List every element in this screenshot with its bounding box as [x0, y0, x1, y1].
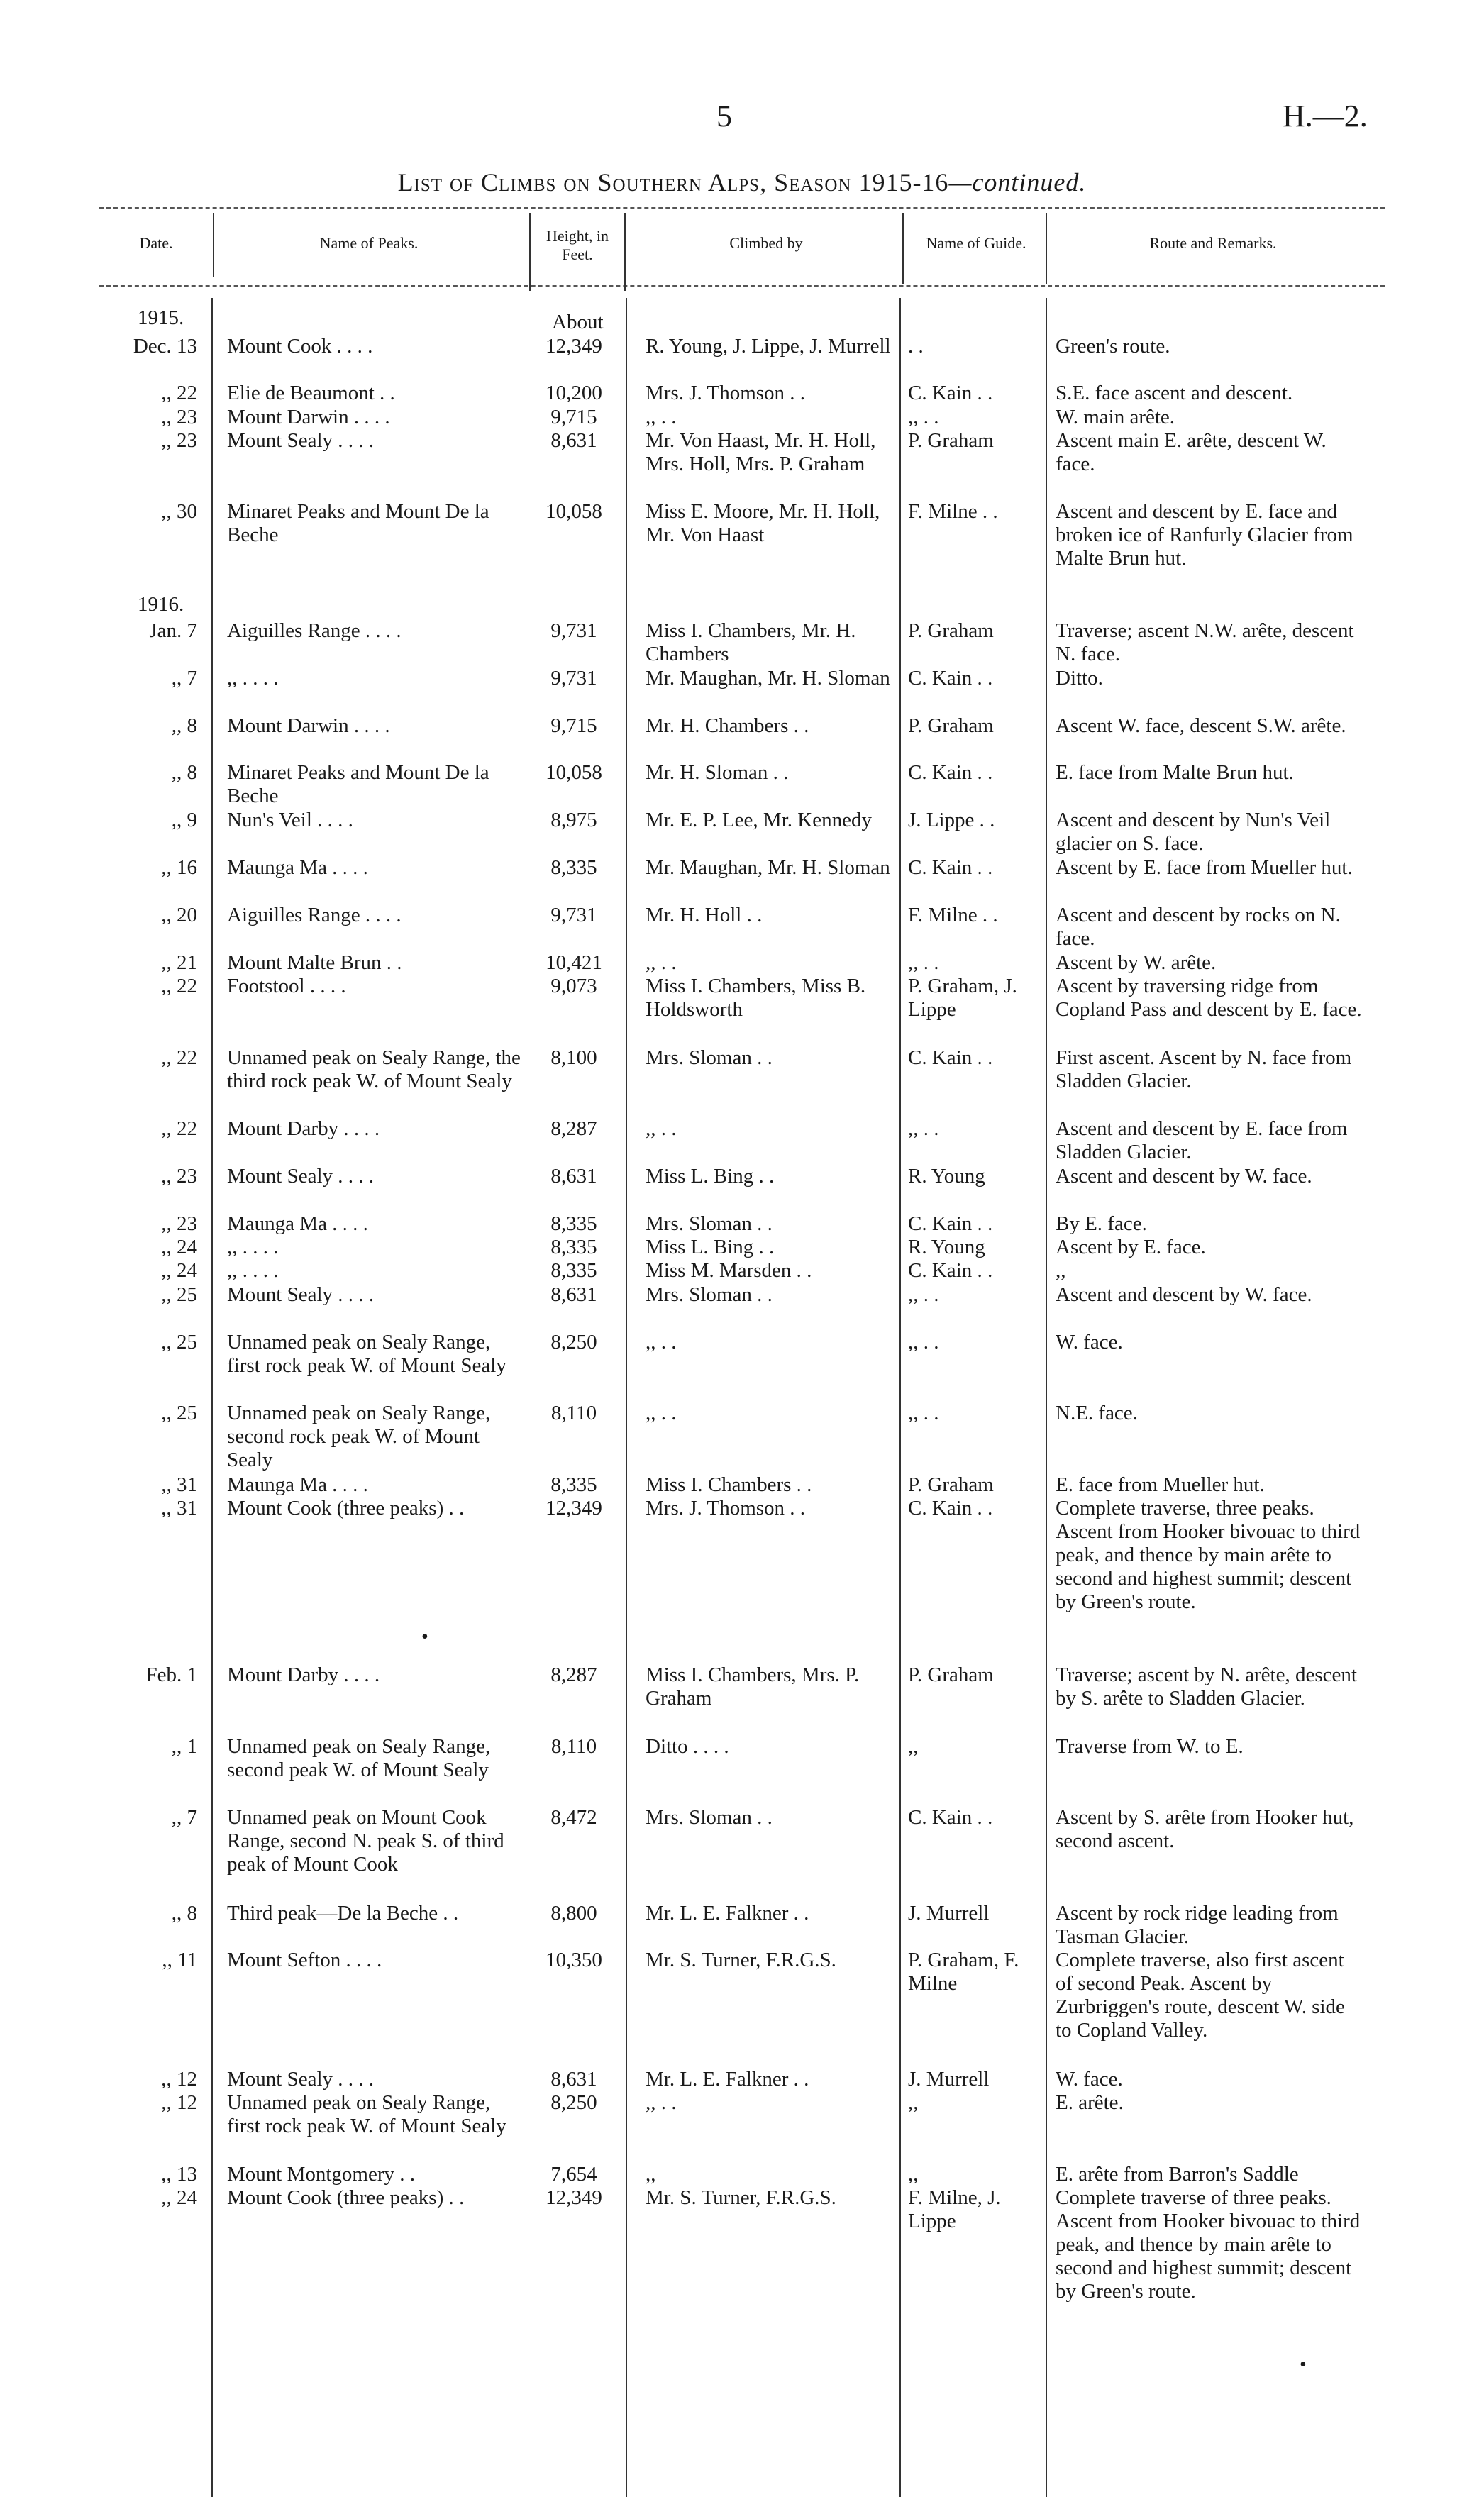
cell-height: 9,731	[550, 904, 597, 926]
cell-guide: C. Kain . .	[908, 382, 993, 404]
cell-date: ,, 7	[171, 667, 197, 690]
cell-climbed-by: Mrs. Sloman . .	[646, 1806, 773, 1829]
cell-height: 10,421	[546, 951, 602, 974]
cell-guide: F. Milne, J. Lippe	[908, 2186, 1001, 2232]
cell-climbed-by: Miss M. Marsden . .	[646, 1259, 812, 1282]
cell-climbed-by: ,, . .	[646, 1331, 677, 1353]
cell-climbed-by: Mrs. Sloman . .	[646, 1212, 773, 1235]
cell-route: Complete traverse of three peaks. Ascent from Hooker bivouac to third peak, and thence by main arête to second and highest summit; descent by Green's route.	[1056, 2186, 1361, 2303]
cell-height: 10,058	[546, 500, 602, 523]
cell-date: ,, 12	[161, 2068, 197, 2091]
cell-date: Dec. 13	[133, 335, 197, 358]
cell-climbed-by: Miss I. Chambers, Mrs. P. Graham	[646, 1663, 860, 1710]
cell-climbed-by: Mrs. J. Thomson . .	[646, 1497, 806, 1519]
cell-date: ,, 23	[161, 406, 197, 428]
cell-height: 8,335	[550, 856, 597, 879]
header-rule-top	[99, 207, 1385, 209]
cell-climbed-by: Miss L. Bing . .	[646, 1165, 775, 1187]
cell-height: 8,110	[550, 1735, 597, 1758]
cell-guide: ,, . .	[908, 951, 939, 974]
cell-route: N.E. face.	[1056, 1402, 1138, 1424]
cell-guide: ,, . .	[908, 1331, 939, 1353]
cell-date: ,, 12	[161, 2091, 197, 2114]
cell-date: ,, 24	[161, 1236, 197, 1258]
cell-peak-name: Mount Sealy . . . .	[227, 2068, 375, 2091]
year-label: 1915.	[138, 306, 184, 329]
title-suffix: —continued.	[948, 168, 1087, 196]
cell-guide: J. Murrell	[908, 2068, 990, 2091]
cell-route: Complete traverse, also first ascent of second Peak. Ascent by Zurbriggen's route, descent W. side to Copland Valley.	[1056, 1949, 1345, 2042]
cell-guide: C. Kain . .	[908, 1259, 993, 1282]
stray-mark: •	[1300, 2354, 1307, 2376]
cell-peak-name: Mount Darwin . . . .	[227, 406, 390, 428]
cell-peak-name: Mount Sealy . . . .	[227, 1165, 375, 1187]
column-divider	[624, 213, 626, 291]
cell-guide: P. Graham	[908, 714, 994, 737]
cell-route: First ascent. Ascent by N. face from Sladden Glacier.	[1056, 1046, 1352, 1092]
cell-peak-name: Aiguilles Range . . . .	[227, 619, 402, 642]
cell-guide: P. Graham, J. Lippe	[908, 975, 1017, 1021]
cell-climbed-by: Miss E. Moore, Mr. H. Holl, Mr. Von Haast	[646, 500, 880, 546]
cell-climbed-by: Mr. Von Haast, Mr. H. Holl, Mrs. Holl, Mrs. P. Graham	[646, 429, 876, 475]
cell-height: 8,975	[550, 809, 597, 831]
cell-guide: C. Kain . .	[908, 667, 993, 690]
cell-guide: C. Kain . .	[908, 1497, 993, 1519]
cell-guide: ,, . .	[908, 406, 939, 428]
cell-peak-name: Unnamed peak on Mount Cook Range, second N. peak S. of third peak of Mount Cook	[227, 1806, 504, 1876]
cell-guide: R. Young	[908, 1236, 985, 1258]
cell-route: Ascent and descent by rocks on N. face.	[1056, 904, 1341, 950]
cell-climbed-by: R. Young, J. Lippe, J. Murrell	[646, 335, 891, 358]
cell-date: ,, 21	[161, 951, 197, 974]
cell-route: Ascent W. face, descent S.W. arête.	[1056, 714, 1346, 737]
cell-guide: C. Kain . .	[908, 761, 993, 784]
cell-route: ,,	[1056, 1259, 1066, 1282]
cell-guide: ,, . .	[908, 1117, 939, 1140]
column-header-height: Height, in Feet.	[546, 227, 609, 263]
cell-climbed-by: Mr. Maughan, Mr. H. Sloman	[646, 856, 890, 879]
cell-peak-name: Mount Malte Brun . .	[227, 951, 402, 974]
cell-route: Complete traverse, three peaks. Ascent from Hooker bivouac to third peak, and thence by main arête to second and highest summit; descent by Green's route.	[1056, 1497, 1361, 1613]
cell-peak-name: Third peak—De la Beche . .	[227, 1902, 459, 1925]
cell-height: 10,058	[546, 761, 602, 784]
cell-height: 12,349	[546, 1497, 602, 1519]
column-divider	[902, 213, 904, 284]
cell-route: Ascent by E. face.	[1056, 1236, 1206, 1258]
column-divider	[529, 213, 531, 291]
cell-date: ,, 16	[161, 856, 197, 879]
cell-peak-name: Nun's Veil . . . .	[227, 809, 353, 831]
cell-guide: ,, . .	[908, 1402, 939, 1424]
cell-height: 7,654	[550, 2163, 597, 2186]
cell-guide: J. Lippe . .	[908, 809, 995, 831]
cell-route: By E. face.	[1056, 1212, 1147, 1235]
cell-climbed-by: ,,	[646, 2163, 656, 2186]
cell-peak-name: Mount Cook . . . .	[227, 335, 373, 358]
cell-height: 8,335	[550, 1259, 597, 1282]
cell-climbed-by: Mr. L. E. Falkner . .	[646, 2068, 809, 2091]
cell-climbed-by: Mrs. Sloman . .	[646, 1046, 773, 1069]
cell-date: ,, 13	[161, 2163, 197, 2186]
cell-height: 9,715	[550, 714, 597, 737]
cell-guide: ,, . .	[908, 1283, 939, 1306]
cell-peak-name: Maunga Ma . . . .	[227, 856, 368, 879]
cell-route: Ascent and descent by W. face.	[1056, 1283, 1312, 1306]
cell-route: Ascent and descent by W. face.	[1056, 1165, 1312, 1187]
cell-height: 8,631	[550, 429, 597, 452]
cell-height: 9,731	[550, 619, 597, 642]
cell-height: 8,110	[550, 1402, 597, 1424]
year-label: 1916.	[138, 593, 184, 616]
document-reference: H.—2.	[1283, 99, 1368, 133]
cell-peak-name: Mount Sealy . . . .	[227, 1283, 375, 1306]
cell-guide: C. Kain . .	[908, 1806, 993, 1829]
column-divider	[1046, 213, 1047, 284]
cell-climbed-by: Mr. L. E. Falkner . .	[646, 1902, 809, 1925]
cell-guide: P. Graham	[908, 1473, 994, 1496]
cell-height: 9,073	[550, 975, 597, 997]
cell-guide: F. Milne . .	[908, 904, 998, 926]
cell-route: Ascent and descent by E. face from Sladden Glacier.	[1056, 1117, 1348, 1163]
cell-height: 12,349	[546, 2186, 602, 2209]
cell-height: 9,731	[550, 667, 597, 690]
cell-route: E. face from Mueller hut.	[1056, 1473, 1265, 1496]
cell-route: Traverse; ascent N.W. arête, descent N. face.	[1056, 619, 1354, 665]
cell-height: 8,335	[550, 1236, 597, 1258]
cell-guide: ,,	[908, 2091, 919, 2114]
cell-peak-name: Mount Cook (three peaks) . .	[227, 2186, 465, 2209]
cell-peak-name: ,, . . . .	[227, 1259, 279, 1282]
cell-date: ,, 1	[171, 1735, 197, 1758]
cell-peak-name: Maunga Ma . . . .	[227, 1212, 368, 1235]
cell-date: ,, 8	[171, 761, 197, 784]
cell-height: 8,335	[550, 1212, 597, 1235]
cell-guide: J. Murrell	[908, 1902, 990, 1925]
cell-route: Green's route.	[1056, 335, 1170, 358]
cell-height: 8,250	[550, 2091, 597, 2114]
cell-climbed-by: ,, . .	[646, 2091, 677, 2114]
cell-guide: . .	[908, 335, 924, 358]
title-main: List of Climbs on Southern Alps, Season 1915-16	[397, 168, 949, 196]
cell-peak-name: Mount Darby . . . .	[227, 1663, 380, 1686]
cell-guide: C. Kain . .	[908, 1046, 993, 1069]
cell-peak-name: Elie de Beaumont . .	[227, 382, 395, 404]
cell-climbed-by: Mrs. J. Thomson . .	[646, 382, 806, 404]
cell-climbed-by: Mr. Maughan, Mr. H. Sloman	[646, 667, 890, 690]
cell-route: Traverse from W. to E.	[1056, 1735, 1244, 1758]
cell-route: Traverse; ascent by N. arête, descent by S. arête to Sladden Glacier.	[1056, 1663, 1357, 1710]
page-title	[0, 167, 1484, 197]
cell-route: W. face.	[1056, 2068, 1123, 2091]
cell-route: Ascent and descent by Nun's Veil glacier on S. face.	[1056, 809, 1331, 855]
cell-route: W. main arête.	[1056, 406, 1175, 428]
cell-date: Feb. 1	[145, 1663, 197, 1686]
cell-date: ,, 25	[161, 1402, 197, 1424]
cell-peak-name: Unnamed peak on Sealy Range, second peak W. of Mount Sealy	[227, 1735, 491, 1781]
column-divider	[626, 298, 627, 2497]
cell-height: 8,631	[550, 1165, 597, 1187]
cell-climbed-by: Miss L. Bing . .	[646, 1236, 775, 1258]
cell-date: ,, 9	[171, 809, 197, 831]
cell-date: ,, 11	[162, 1949, 197, 1971]
cell-height: 8,472	[550, 1806, 597, 1829]
cell-peak-name: Unnamed peak on Sealy Range, second rock peak W. of Mount Sealy	[227, 1402, 491, 1471]
column-divider	[1046, 298, 1047, 2497]
cell-route: Ascent and descent by E. face and broken ice of Ranfurly Glacier from Malte Brun hut.	[1056, 500, 1353, 570]
cell-guide: ,,	[908, 1735, 919, 1758]
cell-peak-name: ,, . . . .	[227, 667, 279, 690]
cell-peak-name: Mount Montgomery . .	[227, 2163, 416, 2186]
cell-date: ,, 25	[161, 1283, 197, 1306]
cell-date: ,, 22	[161, 1046, 197, 1069]
column-header-route: Route and Remarks.	[1149, 234, 1277, 252]
cell-route: E. arête.	[1056, 2091, 1124, 2114]
cell-date: ,, 8	[171, 714, 197, 737]
cell-peak-name: Minaret Peaks and Mount De la Beche	[227, 761, 489, 807]
cell-peak-name: Mount Darby . . . .	[227, 1117, 380, 1140]
cell-height: 12,349	[546, 335, 602, 358]
cell-climbed-by: Miss I. Chambers, Mr. H. Chambers	[646, 619, 856, 665]
cell-peak-name: Unnamed peak on Sealy Range, first rock peak W. of Mount Sealy	[227, 1331, 506, 1377]
cell-peak-name: Mount Cook (three peaks) . .	[227, 1497, 465, 1519]
column-header-climbed-by: Climbed by	[729, 234, 803, 252]
cell-climbed-by: Mr. S. Turner, F.R.G.S.	[646, 2186, 836, 2209]
column-header-guide: Name of Guide.	[926, 234, 1026, 252]
cell-guide: F. Milne . .	[908, 500, 998, 523]
cell-date: ,, 31	[161, 1497, 197, 1519]
cell-climbed-by: Mrs. Sloman . .	[646, 1283, 773, 1306]
cell-height: 8,800	[550, 1902, 597, 1925]
cell-climbed-by: Ditto . . . .	[646, 1735, 729, 1758]
cell-climbed-by: Mr. S. Turner, F.R.G.S.	[646, 1949, 836, 1971]
cell-date: ,, 20	[161, 904, 197, 926]
cell-route: Ascent by E. face from Mueller hut.	[1056, 856, 1353, 879]
cell-height: 8,631	[550, 1283, 597, 1306]
height-about-label: About	[552, 311, 604, 333]
cell-height: 10,350	[546, 1949, 602, 1971]
cell-route: E. arête from Barron's Saddle	[1056, 2163, 1299, 2186]
cell-peak-name: Mount Sealy . . . .	[227, 429, 375, 452]
cell-date: ,, 24	[161, 2186, 197, 2209]
cell-height: 8,287	[550, 1117, 597, 1140]
cell-date: ,, 23	[161, 1212, 197, 1235]
cell-guide: P. Graham	[908, 1663, 994, 1686]
cell-climbed-by: ,, . .	[646, 1117, 677, 1140]
cell-peak-name: Unnamed peak on Sealy Range, first rock peak W. of Mount Sealy	[227, 2091, 506, 2137]
cell-height: 8,100	[550, 1046, 597, 1069]
cell-peak-name: Footstool . . . .	[227, 975, 346, 997]
cell-date: ,, 24	[161, 1259, 197, 1282]
cell-guide: P. Graham	[908, 619, 994, 642]
cell-route: Ascent by S. arête from Hooker hut, second ascent.	[1056, 1806, 1354, 1852]
cell-route: Ditto.	[1056, 667, 1103, 690]
cell-climbed-by: Miss I. Chambers, Miss B. Holdsworth	[646, 975, 866, 1021]
cell-peak-name: Mount Sefton . . . .	[227, 1949, 382, 1971]
cell-route: Ascent main E. arête, descent W. face.	[1056, 429, 1327, 475]
cell-date: ,, 25	[161, 1331, 197, 1353]
cell-peak-name: Aiguilles Range . . . .	[227, 904, 402, 926]
cell-climbed-by: Miss I. Chambers . .	[646, 1473, 812, 1496]
stray-mark: •	[421, 1626, 428, 1648]
cell-date: ,, 30	[161, 500, 197, 523]
column-header-date: Date.	[139, 234, 173, 252]
cell-guide: C. Kain . .	[908, 856, 993, 879]
cell-climbed-by: ,, . .	[646, 1402, 677, 1424]
cell-date: ,, 23	[161, 1165, 197, 1187]
cell-peak-name: Minaret Peaks and Mount De la Beche	[227, 500, 489, 546]
cell-date: ,, 22	[161, 1117, 197, 1140]
cell-route: Ascent by W. arête.	[1056, 951, 1217, 974]
cell-date: ,, 7	[171, 1806, 197, 1829]
cell-route: Ascent by rock ridge leading from Tasman Glacier.	[1056, 1902, 1339, 1948]
cell-climbed-by: Mr. H. Sloman . .	[646, 761, 789, 784]
cell-date: ,, 8	[171, 1902, 197, 1925]
cell-climbed-by: ,, . .	[646, 406, 677, 428]
cell-date: ,, 22	[161, 382, 197, 404]
cell-route: E. face from Malte Brun hut.	[1056, 761, 1294, 784]
column-divider	[211, 298, 213, 2497]
cell-height: 10,200	[546, 382, 602, 404]
cell-height: 8,287	[550, 1663, 597, 1686]
cell-climbed-by: Mr. H. Holl . .	[646, 904, 763, 926]
cell-date: ,, 22	[161, 975, 197, 997]
page-number: 5	[716, 99, 732, 133]
cell-climbed-by: Mr. H. Chambers . .	[646, 714, 809, 737]
cell-route: S.E. face ascent and descent.	[1056, 382, 1293, 404]
cell-date: ,, 31	[161, 1473, 197, 1496]
cell-guide: P. Graham, F. Milne	[908, 1949, 1019, 1995]
cell-peak-name: Mount Darwin . . . .	[227, 714, 390, 737]
cell-climbed-by: Mr. E. P. Lee, Mr. Kennedy	[646, 809, 872, 831]
cell-route: W. face.	[1056, 1331, 1123, 1353]
cell-route: Ascent by traversing ridge from Copland Pass and descent by E. face.	[1056, 975, 1362, 1021]
cell-date: Jan. 7	[149, 619, 197, 642]
cell-height: 8,250	[550, 1331, 597, 1353]
cell-guide: R. Young	[908, 1165, 985, 1187]
cell-peak-name: Unnamed peak on Sealy Range, the third rock peak W. of Mount Sealy	[227, 1046, 521, 1092]
header-rule-bottom	[99, 285, 1385, 287]
cell-guide: C. Kain . .	[908, 1212, 993, 1235]
cell-height: 8,631	[550, 2068, 597, 2091]
cell-guide: P. Graham	[908, 429, 994, 452]
cell-height: 8,335	[550, 1473, 597, 1496]
cell-peak-name: Maunga Ma . . . .	[227, 1473, 368, 1496]
cell-peak-name: ,, . . . .	[227, 1236, 279, 1258]
column-header-peak: Name of Peaks.	[319, 234, 419, 252]
cell-guide: ,,	[908, 2163, 919, 2186]
cell-date: ,, 23	[161, 429, 197, 452]
column-divider	[213, 213, 214, 277]
cell-climbed-by: ,, . .	[646, 951, 677, 974]
cell-height: 9,715	[550, 406, 597, 428]
